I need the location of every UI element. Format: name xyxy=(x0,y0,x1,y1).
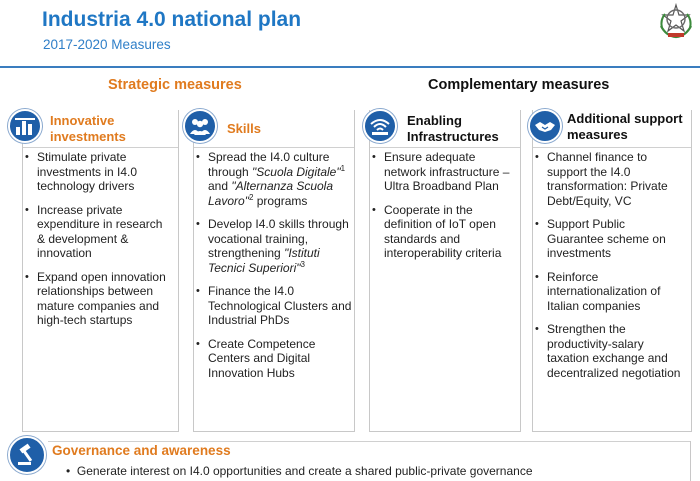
column-title-line2: Infrastructures xyxy=(407,129,499,144)
column-title-line2: measures xyxy=(567,127,628,142)
column-divider xyxy=(194,147,354,148)
list-item: • Strengthen the productivity-salary taxation exchange and decentralized negotiation xyxy=(533,322,683,380)
bullet-list xyxy=(23,150,173,337)
handshake-icon xyxy=(528,109,562,143)
program-name: "Istituti Tecnici Superiori" xyxy=(208,246,320,275)
column-title-line1: Additional support xyxy=(567,111,683,126)
list-item: • Increase private expenditure in research & development & innovation xyxy=(23,203,173,261)
footnote-ref: 2 xyxy=(248,192,254,202)
list-item: • Stimulate private investments in I4.0 technology drivers xyxy=(23,150,173,194)
column-title-line2: investments xyxy=(50,129,126,144)
governance-title: Governance and awareness xyxy=(52,443,231,458)
bar-chart-icon xyxy=(8,109,42,143)
column-title xyxy=(50,113,126,145)
column-title-line1: Enabling xyxy=(407,113,462,128)
people-icon xyxy=(183,109,217,143)
emblem-icon xyxy=(656,2,696,39)
strategic-measures-heading: Strategic measures xyxy=(108,77,242,93)
complementary-measures-heading: Complementary measures xyxy=(428,77,610,93)
list-item: • Support Public Guarantee scheme on investments xyxy=(533,217,683,261)
page-subtitle: 2017-2020 Measures xyxy=(43,37,171,52)
wifi-icon xyxy=(363,109,397,143)
column-additional-support xyxy=(532,110,692,432)
bullet-list xyxy=(533,150,683,389)
column-innovative-investments xyxy=(22,110,179,432)
list-item: • Channel finance to support the I4.0 transformation: Private Debt/Equity, VC xyxy=(533,150,683,208)
column-title xyxy=(567,111,683,143)
program-name: "Scuola Digitale" xyxy=(252,164,341,179)
governance-bullet-text: Generate interest on I4.0 opportunities and create a shared public-private governance xyxy=(76,464,533,478)
governance-divider xyxy=(48,441,690,442)
column-divider xyxy=(370,147,520,148)
column-title-line1: Innovative xyxy=(50,113,115,128)
list-item: • Finance the I4.0 Technological Clusters and Industrial PhDs xyxy=(194,284,352,328)
list-item xyxy=(194,150,352,208)
footnote-ref: 1 xyxy=(340,163,346,173)
list-item xyxy=(194,217,352,275)
program-name: "Alternanza Scuola Lavoro" xyxy=(208,179,334,208)
header-divider xyxy=(0,66,700,68)
text: and xyxy=(208,179,232,193)
column-enabling-infrastructures xyxy=(369,110,521,432)
list-item: • Cooperate in the definition of IoT open standards and interoperability criteria xyxy=(370,203,518,261)
column-divider xyxy=(23,147,178,148)
text: Spread the I4.0 culture through xyxy=(208,150,330,179)
list-item: • Create Competence Centers and Digital Innovation Hubs xyxy=(194,337,352,381)
column-title xyxy=(407,113,499,145)
governance-bullet: • Generate interest on I4.0 opportunities and create a shared public-private governance xyxy=(66,464,533,478)
list-item: • Expand open innovation relationships between mature companies and high-tech startups xyxy=(23,270,173,328)
text: programs xyxy=(253,193,308,208)
column-title: Skills xyxy=(227,121,261,136)
bullet-list xyxy=(370,150,518,270)
column-skills xyxy=(193,110,355,432)
footnote-ref: 3 xyxy=(300,259,305,269)
text: Develop I4.0 skills through vocational training, strengthening xyxy=(208,217,349,260)
gavel-icon xyxy=(8,436,46,474)
bullet-list xyxy=(194,150,352,389)
list-item: • Ensure adequate network infrastructure – Ultra Broadband Plan xyxy=(370,150,518,194)
page-title: Industria 4.0 national plan xyxy=(42,8,302,31)
column-divider xyxy=(533,147,691,148)
list-item: • Reinforce internationalization of Italian companies xyxy=(533,270,683,314)
